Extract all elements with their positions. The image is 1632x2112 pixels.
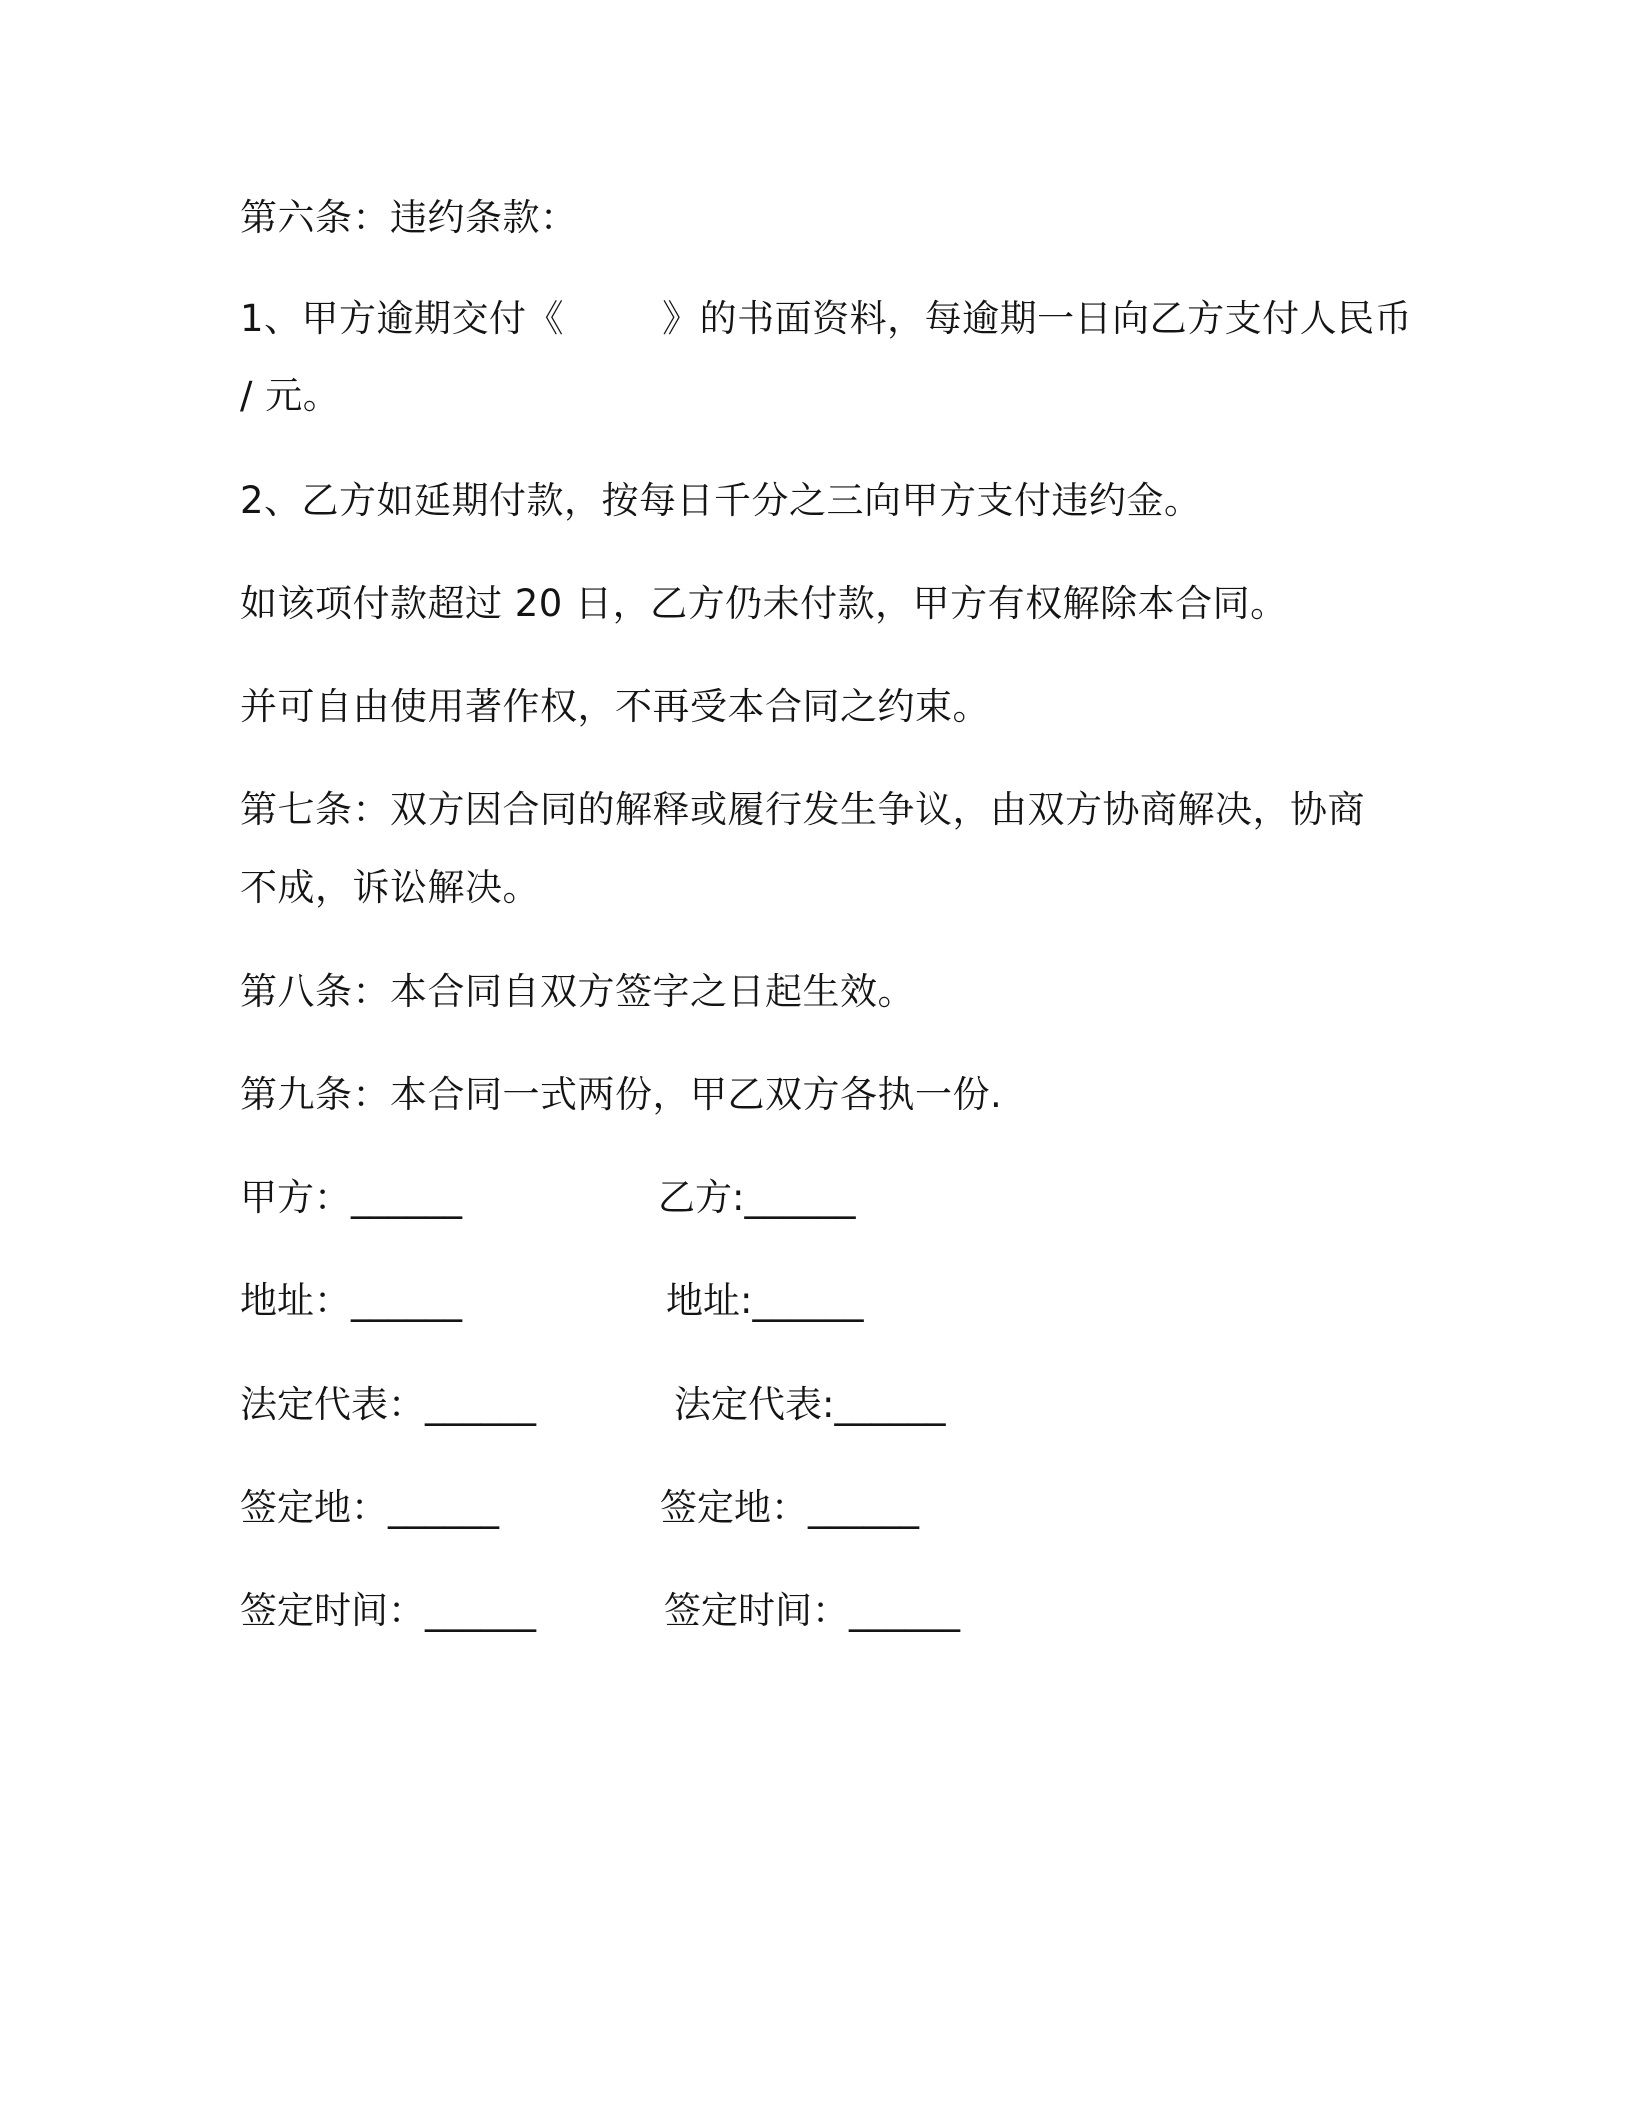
article-6-item-1-line-2: / 元。 [240,374,341,417]
party-a-field: 甲方：______ [240,1176,462,1219]
party-b-legal-rep-field: 法定代表:______ [674,1383,946,1426]
article-6-item-2-continuation-1: 如该项付款超过 20 日，乙方仍未付款，甲方有权解除本合同。 [240,582,1288,625]
party-a-address-field: 地址：______ [240,1279,462,1322]
article-6-item-2: 2、乙方如延期付款，按每日千分之三向甲方支付违约金。 [240,479,1202,522]
article-9: 第九条：本合同一式两份，甲乙双方各执一份. [240,1073,1003,1116]
party-b-address-field: 地址:______ [666,1279,864,1322]
article-7-line-1: 第七条：双方因合同的解释或履行发生争议，由双方协商解决，协商 [240,788,1365,831]
party-a-legal-rep-field: 法定代表：______ [240,1383,536,1426]
article-6-item-1-line-1: 1、甲方逾期交付《 》的书面资料，每逾期一日向乙方支付人民币 [240,297,1413,340]
party-b-place-field: 签定地：______ [660,1486,919,1529]
party-a-time-field: 签定时间：______ [240,1589,536,1632]
article-7-line-2: 不成，诉讼解决。 [240,866,540,909]
party-a-place-field: 签定地：______ [240,1486,499,1529]
article-8: 第八条：本合同自双方签字之日起生效。 [240,970,915,1013]
article-6-item-2-continuation-2: 并可自由使用著作权，不再受本合同之约束。 [240,685,990,728]
party-b-field: 乙方:______ [658,1176,856,1219]
party-b-time-field: 签定时间：______ [664,1589,960,1632]
article-6-title: 第六条：违约条款： [240,196,578,239]
